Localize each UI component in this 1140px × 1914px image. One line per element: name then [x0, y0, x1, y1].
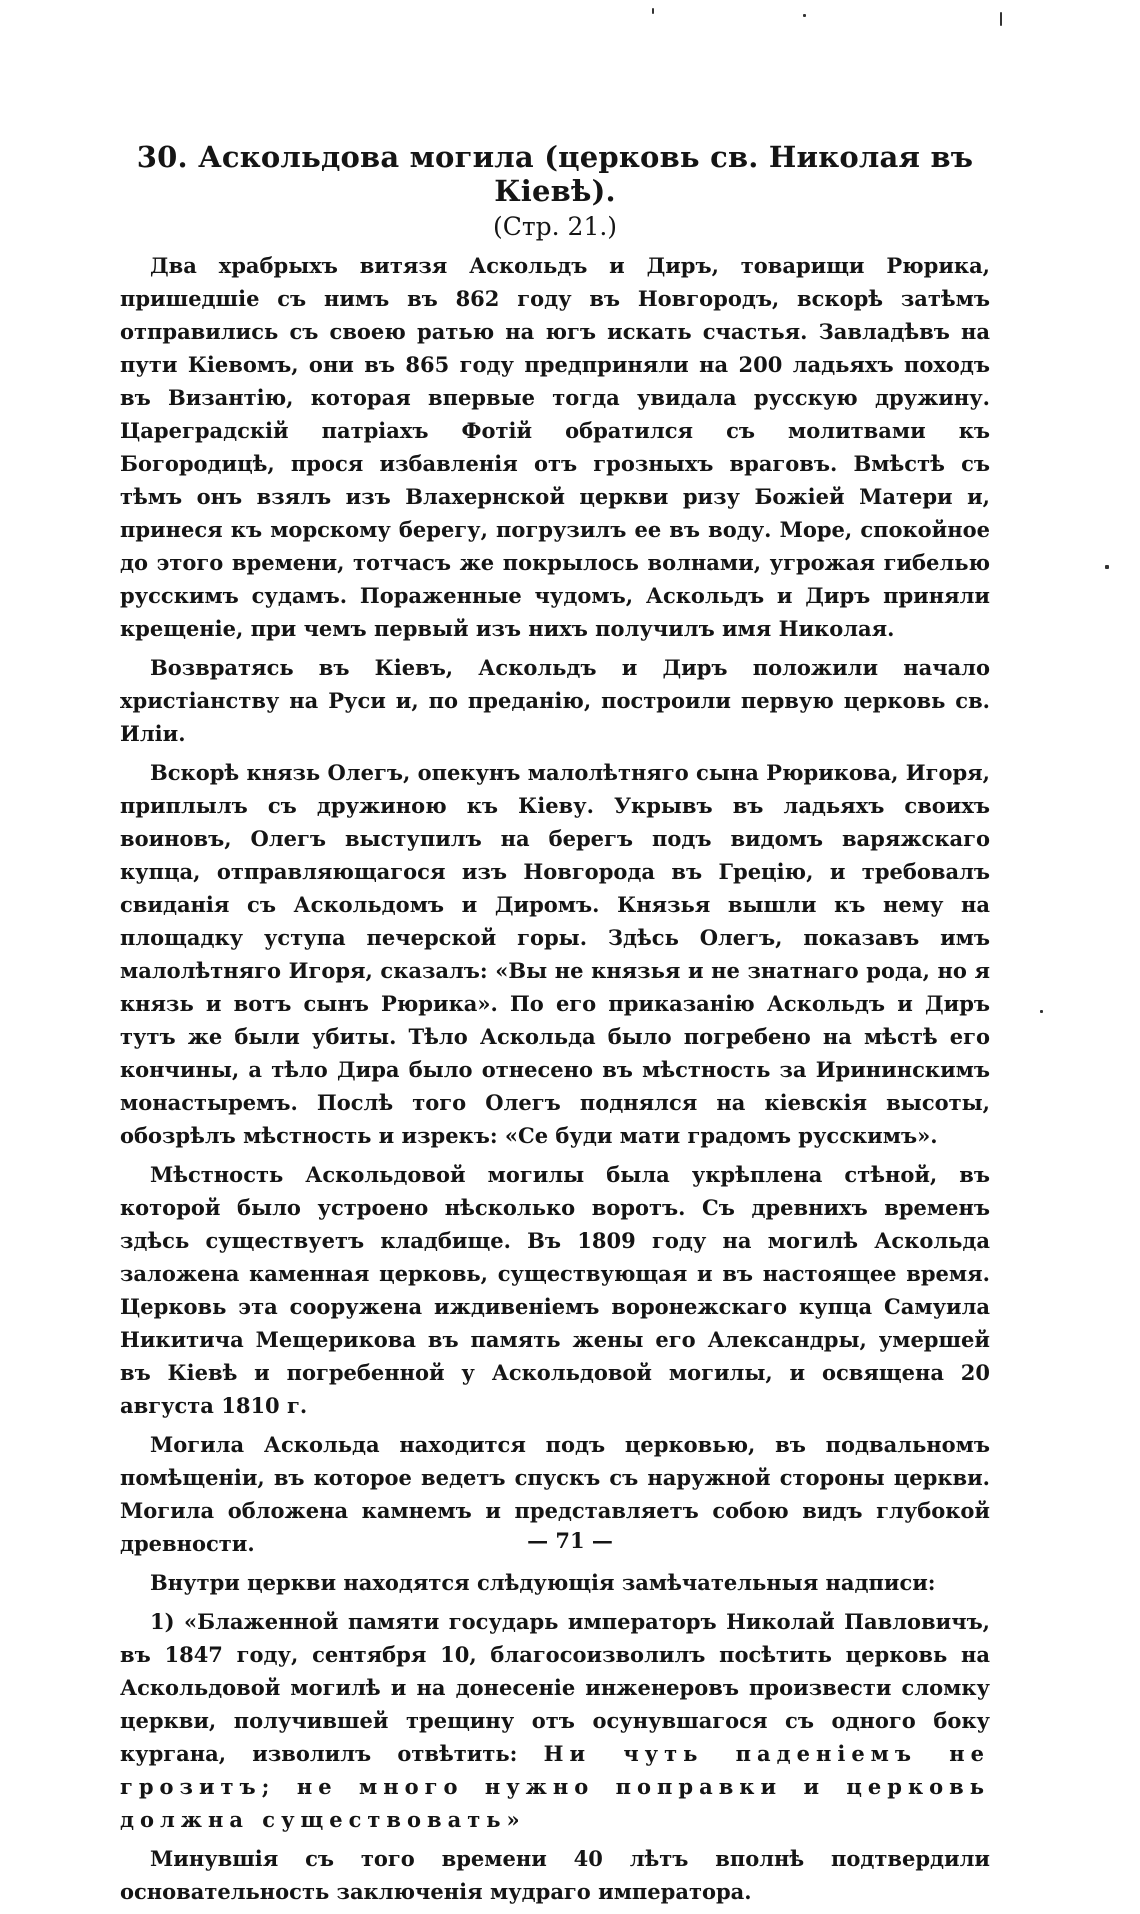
paragraph: Возвратясь въ Кіевъ, Аскольдъ и Диръ положили начало христіанству на Руси и, по преданію, построили первую церковь св. Иліи. — [120, 655, 990, 746]
paragraph: Мѣстность Аскольдовой могилы была укрѣплена стѣной, въ которой было устроено нѣсколько воротъ. Съ древнихъ временъ здѣсь существуетъ кладбище. Въ 1809 году на могилѣ Аскольда заложена каменная церковь, существующая и въ настоящее время. Церковь эта сооружена иждивеніемъ воронежскаго купца Самуила Никитича Мещерикова въ память жены его Александры, умершей въ Кіевѣ и погребенной у Аскольдовой могилы, и освящена 20 августа 1810 г. — [120, 1162, 990, 1418]
paragraph: Могила Аскольда находится подъ церковью, въ подвальномъ помѣщеніи, въ которое ведетъ спускъ съ наружной стороны церкви. Могила обложена камнемъ и представляетъ собою видъ глубокой древности. — [120, 1432, 990, 1556]
page-number: — 71 — — [527, 1528, 613, 1553]
inscription-paragraph — [120, 1605, 990, 1836]
scan-speck — [1040, 1010, 1043, 1013]
paragraph: Вскорѣ князь Олегъ, опекунъ малолѣтняго сына Рюрикова, Игоря, приплылъ съ дружиною къ Кіеву. Укрывъ въ ладьяхъ своихъ воиновъ, Олегъ выступилъ на берегъ подъ видомъ варяжскаго купца, отправляющагося изъ Новгорода въ Грецію, и требовалъ свиданія съ Аскольдомъ и Диромъ. Князья вышли къ нему на площадку уступа печерской горы. Здѣсь Олегъ, показавъ имъ малолѣтняго Игоря, сказалъ: «Вы не князья и не знатнаго рода, но я князь и вотъ сынъ Рюрика». По его приказанію Аскольдъ и Диръ тутъ же были убиты. Тѣло Аскольда было погребено на мѣстѣ его кончины, а тѣло Дира было отнесено въ мѣстность за Ирининскимъ монастыремъ. Послѣ того Олегъ поднялся на кіевскія высоты, обозрѣлъ мѣстность и изрекъ: «Се буди мати градомъ русскимъ». — [120, 760, 990, 1148]
inscription-intro: 1) «Блаженной памяти государь императоръ Николай Павловичъ, въ 1847 году, сентября 10, благосоизволилъ посѣтить церковь на Аскольдовой могилѣ и на донесеніе инженеровъ произвести сломку церкви, получившей трещину отъ осунувшагося съ одного боку кургана, изволилъ отвѣтить: — [120, 1609, 990, 1766]
closing-paragraph: Минувшія съ того времени 40 лѣтъ вполнѣ подтвердили основательность заключенія мудраго императора. — [120, 1846, 990, 1904]
scan-speck — [803, 14, 806, 17]
scan-speck — [1000, 12, 1002, 26]
scan-speck — [652, 8, 654, 14]
paragraph: Два храбрыхъ витязя Аскольдъ и Диръ, товарищи Рюрика, пришедшіе съ нимъ въ 862 году въ Новгородъ, вскорѣ затѣмъ отправились съ своею ратью на югъ искать счастья. Завладѣвъ на пути Кіевомъ, они въ 865 году предприняли на 200 ладьяхъ походъ въ Византію, которая впервые тогда увидала русскую дружину. Цареградскій патріахъ Фотій обратился съ молитвами къ Богородицѣ, прося избавленія отъ грозныхъ враговъ. Вмѣстѣ съ тѣмъ онъ взялъ изъ Влахернской церкви ризу Божіей Матери и, принеся къ морскому берегу, погрузилъ ее въ воду. Море, спокойное до этого времени, тотчасъ же покрылось волнами, угрожая гибелью русскимъ судамъ. Пораженные чудомъ, Аскольдъ и Диръ приняли крещеніе, при чемъ первый изъ нихъ получилъ имя Николая. — [120, 253, 990, 641]
document-page — [120, 140, 990, 1914]
inscription-emphasis: Ни чуть паденіемъ не грозитъ; не много нужно поправки и церковь должна существовать» — [120, 1741, 990, 1832]
page-reference: (Стр. 21.) — [492, 212, 618, 241]
article-title: 30. Аскольдова могила (церковь св. Николая въ Кіевѣ). — [136, 140, 974, 208]
scan-speck — [1105, 565, 1109, 569]
paragraph: Внутри церкви находятся слѣдующія замѣчательныя надписи: — [150, 1570, 936, 1595]
